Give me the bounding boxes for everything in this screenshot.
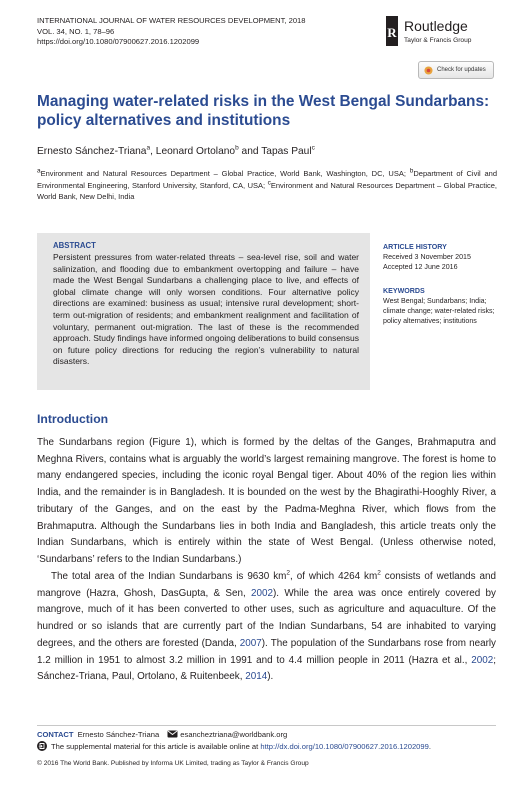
p2-text-c: consists of wetlands and mangrove (Hazra, Ghosh, DasGupta, & Sen,	[37, 571, 496, 599]
accepted-date: Accepted 12 June 2016	[383, 262, 458, 271]
check-updates-button[interactable]	[418, 61, 494, 79]
author-line	[37, 146, 315, 157]
affil-sup-b: b	[409, 167, 414, 175]
check-updates-label: Check for updates	[437, 67, 486, 73]
supplemental-text: The supplemental material for this article is available online at	[51, 742, 261, 751]
check-updates-icon	[424, 66, 433, 75]
supplemental-end: .	[428, 742, 431, 751]
citation-link[interactable]: 2002	[471, 654, 494, 666]
body-paragraph-1: The Sundarbans region (Figure 1), which is formed by the deltas of the Ganges, Brahmaputra and Meghna Rivers, contains what is arguably the world’s largest remaining mangrove. The forest is home to many endangered species, including the iconic royal Bengal tiger. About 40% of the region lies within India, and the remainder is in Bangladesh. It is bounded on the west by the Bhagirathi-Hooghly River, a tributary of the Ganges, and on the east by the Padma-Meghna River, which flows from the Brahmaputra. Although the Sundarbans lies in both India and Bangladesh, this article treats only the Indian Sundarbans, which is entirely within the state of West Bengal. (Unless otherwise noted, ‘Sundarbans’ refers to the Indian Sundarbans.)	[37, 437, 496, 565]
affil-sup-c: c	[267, 179, 271, 186]
keywords	[383, 287, 499, 327]
routledge-logo-icon	[386, 16, 398, 46]
p2-superscript: 2	[377, 569, 381, 577]
envelope-icon	[167, 730, 178, 738]
author-separator: ,	[150, 146, 156, 157]
affiliation-b: Department of Civil and Environmental Engineering, Stanford University, Stanford, CA, USA;	[37, 169, 498, 190]
contact-line	[37, 730, 287, 739]
article-history-heading: ARTICLE HISTORY	[383, 243, 447, 251]
abstract-heading: ABSTRACT	[53, 241, 96, 250]
author-sup: a	[146, 144, 151, 152]
author-name[interactable]: Leonard Ortolano	[155, 146, 236, 157]
supplemental-icon	[37, 741, 47, 751]
author-name[interactable]: Tapas Paul	[261, 146, 312, 157]
journal-doi[interactable]: https://doi.org/10.1080/07900627.2016.1202099	[37, 37, 200, 47]
svg-text:R: R	[387, 25, 397, 40]
p2-text-f: ; Sánchez-Triana, Paul, Ortolano, & Ruitenbeek,	[37, 654, 496, 683]
footer-rule	[37, 725, 496, 726]
journal-header	[37, 16, 306, 48]
abstract-text: Persistent pressures from water-related threats – sea-level rise, soil and water salinization, and flooding due to embankment overtopping and failure – have made the West Bengal Sundarbans a challenging place to live, and effects of global climate change will only worsen conditions. Four alternative policy directions are examined: business as usual; intensive rural development; short-term out-migration of residents; and embankment realignment and facilitation of voluntary, permanent out-migration. The last of these is the recommended approach. Study findings have informed ongoing deliberations to build consensus on future policy directions for reducing the region’s vulnerability to natural disasters.	[53, 252, 359, 367]
body-paragraph-2	[37, 569, 496, 686]
citation-link[interactable]: 2014	[245, 671, 268, 683]
affiliation-c: Environment and Natural Resources Department – Global Practice, World Bank, New Delhi, India	[37, 180, 497, 201]
section-heading-introduction: Introduction	[37, 412, 109, 426]
p2-text-a: The total area of the Indian Sundarbans is 9630 km	[51, 571, 287, 582]
affil-sup-a: a	[37, 167, 41, 175]
p2-text-g: ).	[267, 671, 274, 683]
publisher-logo	[386, 16, 496, 50]
author-separator: and	[238, 146, 262, 157]
contact-email[interactable]: esancheztriana@worldbank.org	[180, 730, 288, 739]
p2-text-b: , of which 4264 km	[290, 571, 378, 582]
publisher-name: Routledge	[404, 18, 468, 34]
journal-volume: VOL. 34, NO. 1, 78–96	[37, 26, 115, 36]
keywords-heading: KEYWORDS	[383, 287, 425, 295]
p2-text-d: ). While the area was once entirely covered by mangrove, much of it has been converted to other uses, such as agriculture and aquaculture. Of the hundred or so islands that are currently part of the Indian Sundarbans, 54 are inhabited to varying degrees, and the others are forested (Danda,	[37, 587, 496, 649]
contact-heading: CONTACT	[37, 730, 74, 739]
received-date: Received 3 November 2015	[383, 252, 471, 261]
supplemental-link[interactable]: http://dx.doi.org/10.1080/07900627.2016.1202099	[260, 742, 429, 751]
article-title: Managing water-related risks in the West Bengal Sundarbans: policy alternatives and institutions	[37, 93, 490, 129]
publisher-sub: Taylor & Francis Group	[404, 37, 472, 44]
affiliation-a: Environment and Natural Resources Department – Global Practice, World Bank, Washington, DC, USA;	[40, 169, 406, 178]
affiliations	[37, 168, 497, 203]
contact-name: Ernesto Sánchez-Triana	[77, 730, 160, 739]
citation-link[interactable]: 2002	[251, 587, 273, 599]
keywords-text: West Bengal; Sundarbans; India; climate change; water-related risks; policy alternatives; institutions	[383, 296, 495, 325]
abstract-box	[37, 233, 370, 390]
author-name[interactable]: Ernesto Sánchez-Triana	[37, 146, 147, 157]
supplemental-line	[37, 741, 431, 751]
citation-link[interactable]: 2007	[239, 637, 262, 649]
copyright: © 2016 The World Bank. Published by Informa UK Limited, trading as Taylor & Francis Group	[37, 760, 309, 767]
author-sup: b	[235, 144, 239, 152]
p2-text-e: ). The population of the Sundarbans rose from nearly 1.2 million in 1951 to almost 3.2 million in 1991 and to 4.4 million people in 2011 (Hazra et al.,	[37, 637, 496, 666]
author-sup: c	[311, 144, 315, 152]
article-history	[383, 243, 499, 273]
journal-name: INTERNATIONAL JOURNAL OF WATER RESOURCES DEVELOPMENT, 2018	[37, 16, 306, 25]
p2-superscript: 2	[286, 569, 291, 577]
